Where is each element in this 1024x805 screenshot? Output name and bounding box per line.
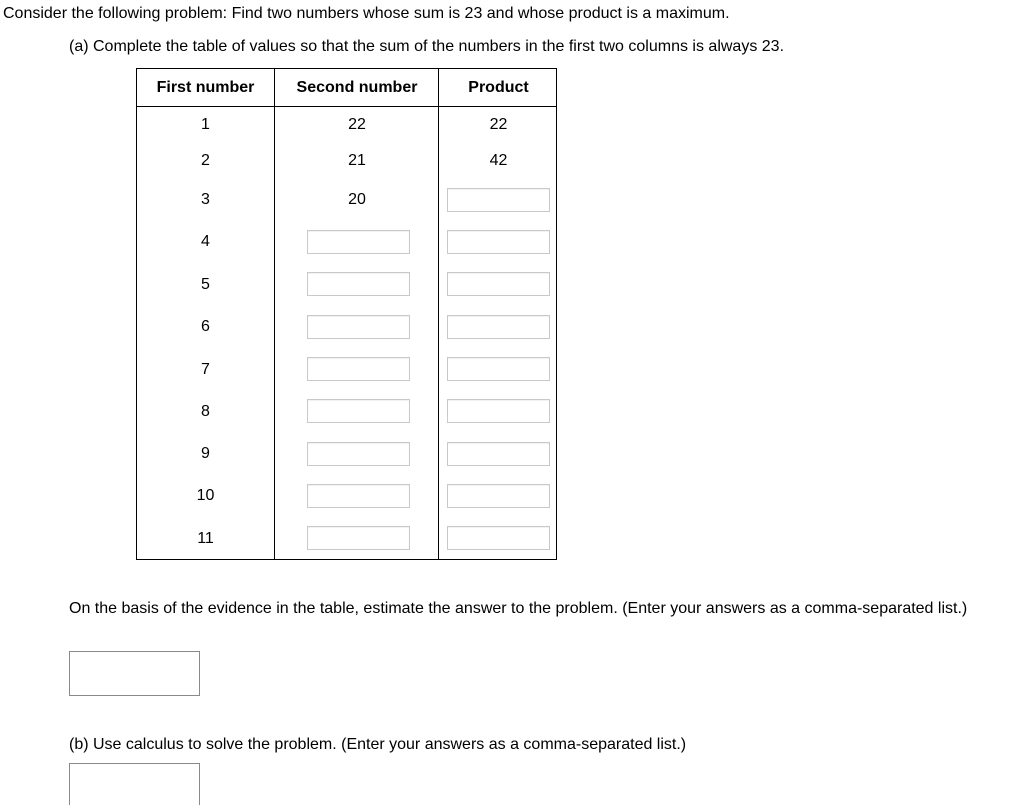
product-input-8[interactable] bbox=[447, 399, 550, 423]
part-b-instructions: (b) Use calculus to solve the problem. (Enter your answers as a comma-separated list.) bbox=[69, 736, 687, 753]
second-number-input-10[interactable] bbox=[307, 484, 410, 508]
product-cell: 22 bbox=[489, 116, 508, 133]
part-a-instructions: (a) Complete the table of values so that the sum of the numbers in the first two columns is always 23. bbox=[69, 38, 785, 55]
problem-statement: Consider the following problem: Find two numbers whose sum is 23 and whose product is a maximum. bbox=[3, 5, 730, 22]
product-input-3[interactable] bbox=[447, 188, 550, 212]
product-cell: 42 bbox=[489, 152, 508, 169]
estimate-instructions: On the basis of the evidence in the table, estimate the answer to the problem. (Enter your answers as a comma-separated list.) bbox=[69, 600, 968, 617]
second-number-cell: 21 bbox=[348, 152, 366, 169]
header-divider bbox=[137, 106, 556, 107]
product-column bbox=[438, 69, 558, 559]
second-number-input-11[interactable] bbox=[307, 526, 410, 550]
header-first-number: First number bbox=[156, 79, 255, 96]
values-table bbox=[136, 68, 557, 560]
product-input-4[interactable] bbox=[447, 230, 550, 254]
first-number-cell: 4 bbox=[201, 233, 210, 250]
product-input-11[interactable] bbox=[447, 526, 550, 550]
first-number-cell: 2 bbox=[201, 152, 210, 169]
product-input-5[interactable] bbox=[447, 272, 550, 296]
first-number-cell: 11 bbox=[197, 530, 214, 547]
first-number-cell: 8 bbox=[201, 403, 210, 420]
product-input-9[interactable] bbox=[447, 442, 550, 466]
second-number-input-5[interactable] bbox=[307, 272, 410, 296]
first-number-cell: 10 bbox=[196, 487, 215, 504]
second-number-input-8[interactable] bbox=[307, 399, 410, 423]
product-input-10[interactable] bbox=[447, 484, 550, 508]
second-number-cell: 20 bbox=[348, 191, 366, 208]
first-number-cell: 1 bbox=[201, 116, 210, 133]
second-number-input-7[interactable] bbox=[307, 357, 410, 381]
first-number-column bbox=[137, 69, 274, 559]
first-number-cell: 5 bbox=[201, 276, 210, 293]
second-number-cell: 22 bbox=[348, 116, 366, 133]
second-number-input-4[interactable] bbox=[307, 230, 410, 254]
first-number-cell: 7 bbox=[201, 361, 210, 378]
second-number-column bbox=[274, 69, 439, 559]
estimate-answer-input[interactable] bbox=[69, 651, 200, 696]
second-number-input-9[interactable] bbox=[307, 442, 410, 466]
header-second-number: Second number bbox=[296, 79, 418, 96]
first-number-cell: 3 bbox=[201, 191, 210, 208]
calculus-answer-input[interactable] bbox=[69, 763, 200, 805]
second-number-input-6[interactable] bbox=[307, 315, 410, 339]
product-input-6[interactable] bbox=[447, 315, 550, 339]
first-number-cell: 9 bbox=[201, 445, 210, 462]
header-product: Product bbox=[468, 79, 529, 96]
product-input-7[interactable] bbox=[447, 357, 550, 381]
first-number-cell: 6 bbox=[201, 318, 210, 335]
